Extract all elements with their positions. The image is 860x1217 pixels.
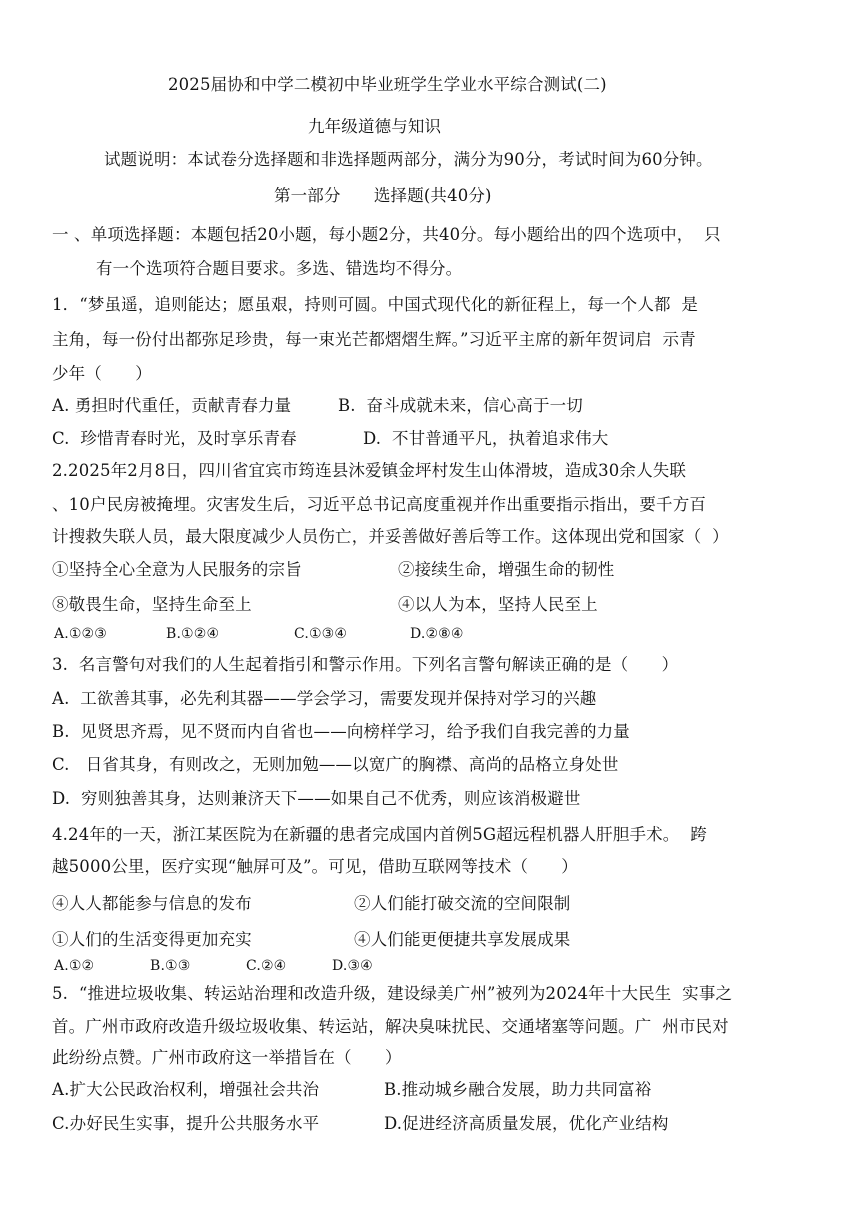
exam-title: 2025届协和中学二模初中毕业班学生学业水平综合测试(二) [168,75,607,94]
q1-stem-line1: 1．“梦虽遥，追则能达；愿虽艰，持则可圆。中国式现代化的新征程上，每一个人都 是 [52,295,699,314]
q3-option-b: B. 见贤思齐焉，见不贤而内自省也——向榜样学习，给予我们自我完善的力量 [52,722,630,741]
q1-stem-line2: 主角，每一份付出都弥足珍贵，每一束光芒都熠熠生辉。”习近平主席的新年贺词启 示青 [52,330,696,349]
q2-item-4: ④以人为本，坚持人民至上 [398,595,598,614]
q4-stem-line1: 4.24年的一天，浙江某医院为在新疆的患者完成国内首例5G超远程机器人肝胆手术。 跨 [52,825,707,844]
q5-stem-line2: 首。广州市政府改造升级垃圾收集、转运站，解决臭味扰民、交通堵塞等问题。广 州市民对 [52,1017,729,1036]
q2-option-b: B.①②④ [166,626,220,642]
exam-instructions: 试题说明：本试卷分选择题和非选择题两部分，满分为90分，考试时间为60分钟。 [104,150,713,169]
q1-option-b: B. 奋斗成就未来，信心高于一切 [338,396,583,415]
q2-item-1: ①坚持全心全意为人民服务的宗旨 [52,560,302,579]
q3-option-c: C. 日省其身，有则改之，无则加勉——以宽广的胸襟、高尚的品格立身处世 [52,755,619,774]
q4-item-3: ①人们的生活变得更加充实 [52,930,252,949]
q3-option-d: D. 穷则独善其身，达则兼济天下——如果自己不优秀，则应该消极避世 [52,789,581,808]
q2-stem-line1: 2.2025年2月8日，四川省宜宾市筠连县沐爱镇金坪村发生山体滑坡，造成30余人失联 [52,461,687,480]
q2-option-a: A.①②③ [54,626,107,642]
q3-stem: 3. 名言警句对我们的人生起着指引和警示作用。下列名言警句解读正确的是（ ） [52,655,679,674]
q4-item-1: ④人人都能参与信息的发布 [52,894,252,913]
q1-stem-line3: 少年（ ） [52,364,152,383]
q5-stem-line3: 此纷纷点赞。广州市政府这一举措旨在（ ） [52,1048,402,1067]
q4-item-4: ④人们能更便捷共享发展成果 [354,930,571,949]
q2-item-3: ⑧敬畏生命，坚持生命至上 [52,595,252,614]
q4-option-b: B.①③ [150,958,191,974]
q2-item-2: ②接续生命，增强生命的韧性 [398,560,615,579]
q1-option-c: C. 珍惜青春时光，及时享乐青春 [52,429,297,448]
q5-option-c: C.办好民生实事，提升公共服务水平 [52,1114,320,1133]
q2-option-d: D.②⑧④ [410,626,464,642]
q4-item-2: ②人们能打破交流的空间限制 [354,894,571,913]
q4-option-c: C.②④ [246,958,287,974]
q2-option-c: C.①③④ [294,626,348,642]
q4-stem-line2: 越5000公里，医疗实现“触屏可及”。可见，借助互联网等技术（ ） [52,857,578,876]
subject-title: 九年级道德与知识 [308,117,442,136]
q2-stem-line3: 计搜救失联人员，最大限度减少人员伤亡，并妥善做好善后等工作。这体现出党和国家（ ） [52,527,729,546]
part-title: 第一部分 选择题(共40分) [274,186,492,205]
q2-stem-line2: 、10户民房被掩埋。灾害发生后，习近平总书记高度重视并作出重要指示指出，要千方百 [52,495,706,514]
q3-option-a: A. 工欲善其事，必先利其器——学会学习，需要发现并保持对学习的兴趣 [52,689,597,708]
q4-option-d: D.③④ [332,958,373,974]
q4-option-a: A.①② [54,958,95,974]
section-heading-line1: 一 、单项选择题：本题包括20小题，每小题2分，共40分。每小题给出的四个选项中， 只 [52,225,721,244]
q5-option-b: B.推动城乡融合发展，助力共同富裕 [384,1080,652,1099]
q5-option-a: A.扩大公民政治权利，增强社会共治 [52,1080,320,1099]
q5-option-d: D.促进经济高质量发展，优化产业结构 [384,1114,669,1133]
q5-stem-line1: 5. “推进垃圾收集、转运站治理和改造升级，建设绿美广州”被列为2024年十大民生 实事之 [52,984,733,1003]
section-heading-line2: 有一个选项符合题目要求。多选、错选均不得分。 [96,259,463,278]
q1-option-d: D. 不甘普通平凡，执着追求伟大 [363,429,609,448]
q1-option-a: A. 勇担时代重任，贡献青春力量 [52,396,292,415]
